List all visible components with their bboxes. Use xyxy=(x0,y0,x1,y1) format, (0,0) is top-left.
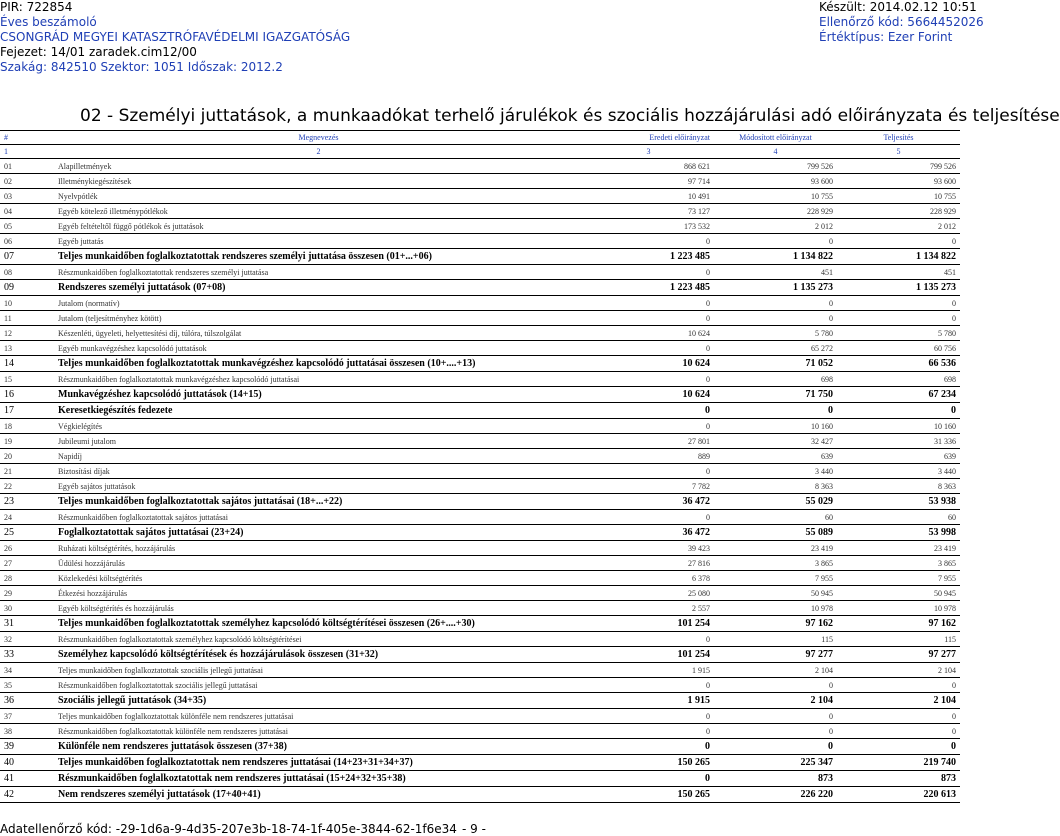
row-actual: 0 xyxy=(952,726,956,736)
col-index-4: 4 xyxy=(714,145,837,159)
row-name: Egyéb juttatás xyxy=(58,236,104,246)
table-row xyxy=(0,174,960,189)
table-row xyxy=(0,739,960,755)
row-modified: 0 xyxy=(828,405,833,416)
row-original: 36 472 xyxy=(682,496,710,507)
pir-label: PIR: 722854 xyxy=(0,0,73,14)
row-actual: 115 xyxy=(944,634,956,644)
row-original: 150 265 xyxy=(677,757,710,768)
row-original: 101 254 xyxy=(677,649,710,660)
row-original: 1 915 xyxy=(692,665,710,675)
row-original: 173 532 xyxy=(684,221,710,231)
table-row xyxy=(0,449,960,464)
row-number: 10 xyxy=(4,298,12,308)
table-row xyxy=(0,434,960,449)
row-actual: 0 xyxy=(951,741,956,752)
row-modified: 60 xyxy=(825,512,833,522)
row-actual: 0 xyxy=(952,313,956,323)
row-original: 73 127 xyxy=(688,206,710,216)
row-actual: 873 xyxy=(941,773,956,784)
row-name: Munkavégzéshez kapcsolódó juttatások (14+15) xyxy=(58,389,262,400)
table-row xyxy=(0,403,960,419)
row-actual: 698 xyxy=(944,374,956,384)
col-index-3: 3 xyxy=(583,145,714,159)
table-row xyxy=(0,678,960,693)
row-number: 16 xyxy=(4,389,14,400)
row-number: 30 xyxy=(4,603,12,613)
row-original: 27 801 xyxy=(688,436,710,446)
row-original: 1 223 485 xyxy=(670,251,710,262)
row-original: 0 xyxy=(706,421,710,431)
row-actual: 7 955 xyxy=(938,573,956,583)
row-name: Részmunkaidőben foglalkoztatottak nem rendszeres juttatásai (15+24+32+35+38) xyxy=(58,773,406,784)
row-actual: 1 135 273 xyxy=(916,282,956,293)
row-modified: 50 945 xyxy=(811,588,833,598)
row-number: 40 xyxy=(4,757,14,768)
row-original: 0 xyxy=(706,634,710,644)
row-name: Ruházati költségtérítés, hozzájárulás xyxy=(58,543,176,553)
col-header-number: # xyxy=(0,131,54,145)
row-original: 0 xyxy=(706,313,710,323)
row-number: 14 xyxy=(4,358,14,369)
row-actual: 93 600 xyxy=(934,176,956,186)
row-original: 150 265 xyxy=(677,789,710,800)
row-number: 05 xyxy=(4,221,12,231)
row-actual: 1 134 822 xyxy=(916,251,956,262)
row-number: 31 xyxy=(4,618,14,629)
row-name: Különféle nem rendszeres juttatások összesen (37+38) xyxy=(58,741,287,752)
row-modified: 0 xyxy=(829,711,833,721)
row-actual: 53 938 xyxy=(928,496,956,507)
row-actual: 5 780 xyxy=(938,328,956,338)
col-header-modified: Módosított előirányzat xyxy=(714,131,837,145)
row-original: 10 624 xyxy=(688,328,710,338)
table-row xyxy=(0,464,960,479)
table-row xyxy=(0,372,960,387)
row-original: 0 xyxy=(705,405,710,416)
row-original: 101 254 xyxy=(677,618,710,629)
row-original: 97 714 xyxy=(688,176,710,186)
row-modified: 225 347 xyxy=(800,757,833,768)
row-number: 20 xyxy=(4,451,12,461)
row-number: 15 xyxy=(4,374,12,384)
row-number: 07 xyxy=(4,251,14,262)
row-original: 0 xyxy=(706,466,710,476)
row-name: Foglalkoztatottak sajátos juttatásai (23+24) xyxy=(58,527,244,538)
row-modified: 799 526 xyxy=(807,161,833,171)
row-actual: 10 160 xyxy=(934,421,956,431)
row-name: Egyéb feltételtől függő pótlékok és juttatások xyxy=(58,221,204,231)
row-actual: 3 865 xyxy=(938,558,956,568)
row-number: 38 xyxy=(4,726,12,736)
row-modified: 0 xyxy=(828,741,833,752)
row-actual: 50 945 xyxy=(934,588,956,598)
table-row xyxy=(0,632,960,647)
chapter-label: Fejezet: 14/01 zaradek.cim12/00 xyxy=(0,45,197,59)
row-original: 889 xyxy=(698,451,710,461)
col-header-original: Eredeti előirányzat xyxy=(583,131,714,145)
table-row xyxy=(0,693,960,709)
row-original: 0 xyxy=(705,773,710,784)
table-row xyxy=(0,280,960,296)
table-row xyxy=(0,419,960,434)
organization-name: CSONGRÁD MEGYEI KATASZTRÓFAVÉDELMI IGAZGATÓSÁG xyxy=(0,30,351,44)
table-row xyxy=(0,601,960,616)
table-row xyxy=(0,647,960,663)
row-number: 37 xyxy=(4,711,12,721)
row-actual: 228 929 xyxy=(930,206,956,216)
row-actual: 97 277 xyxy=(928,649,956,660)
row-modified: 698 xyxy=(821,374,833,384)
row-modified: 873 xyxy=(818,773,833,784)
row-actual: 53 998 xyxy=(928,527,956,538)
row-modified: 23 419 xyxy=(811,543,833,553)
row-actual: 0 xyxy=(952,711,956,721)
row-name: Teljes munkaidőben foglalkoztatottak különféle nem rendszeres juttatásai xyxy=(58,711,294,721)
row-original: 25 080 xyxy=(688,588,710,598)
row-modified: 0 xyxy=(829,313,833,323)
row-actual: 451 xyxy=(944,267,956,277)
row-number: 18 xyxy=(4,421,12,431)
row-modified: 93 600 xyxy=(811,176,833,186)
table-row xyxy=(0,724,960,739)
row-modified: 0 xyxy=(829,236,833,246)
row-modified: 115 xyxy=(821,634,833,644)
row-number: 29 xyxy=(4,588,12,598)
row-number: 34 xyxy=(4,665,12,675)
row-modified: 2 104 xyxy=(815,665,833,675)
row-modified: 1 135 273 xyxy=(793,282,833,293)
row-original: 10 624 xyxy=(682,358,710,369)
row-actual: 0 xyxy=(952,236,956,246)
table-row xyxy=(0,494,960,510)
row-original: 0 xyxy=(706,726,710,736)
row-name: Teljes munkaidőben foglalkoztatottak nem rendszeres juttatásai (14+23+31+34+37) xyxy=(58,757,413,768)
table-row xyxy=(0,556,960,571)
row-actual: 219 740 xyxy=(923,757,956,768)
row-modified: 0 xyxy=(829,680,833,690)
row-name: Részmunkaidőben foglalkoztatottak munkavégzéshez kapcsolódó juttatásai xyxy=(58,374,300,384)
row-name: Napidíj xyxy=(58,451,82,461)
value-type-label: Értéktípus: Ezer Forint xyxy=(819,30,953,44)
row-actual: 2 104 xyxy=(938,665,956,675)
row-actual: 67 234 xyxy=(928,389,956,400)
row-modified: 10 755 xyxy=(811,191,833,201)
row-original: 868 621 xyxy=(684,161,710,171)
footer-code: Adatellenőrző kód: -29-1d6a-9-4d35-207e3b-18-74-1f-405e-3844-62-1f6e34 xyxy=(0,822,457,836)
row-number: 23 xyxy=(4,496,14,507)
row-original: 0 xyxy=(706,343,710,353)
row-name: Részmunkaidőben foglalkoztatottak különféle nem rendszeres juttatásai xyxy=(58,726,288,736)
table-row xyxy=(0,189,960,204)
row-name: Közlekedési költségtérítés xyxy=(58,573,143,583)
row-number: 04 xyxy=(4,206,12,216)
row-number: 17 xyxy=(4,405,14,416)
row-original: 1 223 485 xyxy=(670,282,710,293)
row-number: 42 xyxy=(4,789,14,800)
row-name: Üdülési hozzájárulás xyxy=(58,558,125,568)
row-number: 35 xyxy=(4,680,12,690)
table-row xyxy=(0,771,960,787)
table-row xyxy=(0,326,960,341)
row-number: 08 xyxy=(4,267,12,277)
row-name: Rendszeres személyi juttatások (07+08) xyxy=(58,282,226,293)
row-original: 1 915 xyxy=(687,695,710,706)
row-actual: 31 336 xyxy=(934,436,956,446)
row-original: 0 xyxy=(706,236,710,246)
row-name: Egyéb kötelező illetménypótlékok xyxy=(58,206,168,216)
row-name: Egyéb költségtérítés és hozzájárulás xyxy=(58,603,174,613)
table-row xyxy=(0,341,960,356)
row-name: Részmunkaidőben foglalkoztatottak sajátos juttatásai xyxy=(58,512,228,522)
row-name: Teljes munkaidőben foglalkoztatottak szociális jellegű juttatásai xyxy=(58,665,263,675)
row-original: 0 xyxy=(706,267,710,277)
row-original: 36 472 xyxy=(682,527,710,538)
row-name: Nem rendszeres személyi juttatások (17+40+41) xyxy=(58,789,261,800)
row-actual: 8 363 xyxy=(938,481,956,491)
row-modified: 65 272 xyxy=(811,343,833,353)
row-name: Egyéb munkavégzéshez kapcsolódó juttatások xyxy=(58,343,207,353)
table-row xyxy=(0,479,960,494)
col-index-5: 5 xyxy=(837,145,960,159)
checksum-label: Ellenőrző kód: 5664452026 xyxy=(819,15,984,29)
row-original: 0 xyxy=(706,512,710,522)
report-header-left xyxy=(0,0,350,75)
row-actual: 60 756 xyxy=(934,343,956,353)
row-modified: 639 xyxy=(821,451,833,461)
row-original: 2 557 xyxy=(692,603,710,613)
row-modified: 0 xyxy=(829,298,833,308)
row-number: 24 xyxy=(4,512,12,522)
row-name: Jutalom (normatív) xyxy=(58,298,120,308)
row-number: 03 xyxy=(4,191,12,201)
row-actual: 60 xyxy=(948,512,956,522)
row-modified: 55 029 xyxy=(805,496,833,507)
row-original: 0 xyxy=(706,680,710,690)
row-modified: 10 160 xyxy=(811,421,833,431)
row-number: 19 xyxy=(4,436,12,446)
col-header-actual: Teljesítés xyxy=(837,131,960,145)
col-index-2: 2 xyxy=(54,145,583,159)
row-name: Teljes munkaidőben foglalkoztatottak sajátos juttatásai (18+...+22) xyxy=(58,496,343,507)
row-number: 27 xyxy=(4,558,12,568)
row-number: 11 xyxy=(4,313,12,323)
table-row xyxy=(0,663,960,678)
row-name: Személyhez kapcsolódó költségtérítések és hozzájárulások összesen (31+32) xyxy=(58,649,379,660)
table-row xyxy=(0,787,960,803)
row-modified: 0 xyxy=(829,726,833,736)
row-modified: 71 052 xyxy=(805,358,833,369)
row-name: Részmunkaidőben foglalkoztatottak személyhez kapcsolódó költségtérítései xyxy=(58,634,302,644)
table-row xyxy=(0,249,960,265)
row-modified: 97 162 xyxy=(805,618,833,629)
report-type: Éves beszámoló xyxy=(0,15,97,29)
row-original: 6 378 xyxy=(692,573,710,583)
row-actual: 220 613 xyxy=(923,789,956,800)
row-number: 28 xyxy=(4,573,12,583)
row-modified: 32 427 xyxy=(811,436,833,446)
row-name: Étkezési hozzájárulás xyxy=(58,588,128,598)
row-name: Részmunkaidőben foglalkoztatottak szociális jellegű juttatásai xyxy=(58,680,258,690)
row-modified: 55 089 xyxy=(805,527,833,538)
table-row xyxy=(0,265,960,280)
table-row xyxy=(0,387,960,403)
row-name: Teljes munkaidőben foglalkoztatottak rendszeres személyi juttatása összesen (01+...+06) xyxy=(58,251,432,262)
row-name: Készenléti, ügyeleti, helyettesítési díj, túlóra, túlszolgálat xyxy=(58,328,242,338)
col-header-name: Megnevezés xyxy=(54,131,583,145)
row-modified: 3 440 xyxy=(815,466,833,476)
table-row xyxy=(0,204,960,219)
data-table xyxy=(0,130,960,803)
row-original: 10 624 xyxy=(682,389,710,400)
row-name: Keresetkiegészítés fedezete xyxy=(58,405,173,416)
row-number: 02 xyxy=(4,176,12,186)
row-name: Jubileumi jutalom xyxy=(58,436,116,446)
table-row xyxy=(0,159,960,174)
row-original: 0 xyxy=(706,298,710,308)
table-row xyxy=(0,234,960,249)
table-row xyxy=(0,311,960,326)
col-index-1: 1 xyxy=(0,145,54,159)
row-modified: 1 134 822 xyxy=(793,251,833,262)
row-number: 41 xyxy=(4,773,14,784)
row-actual: 2 104 xyxy=(933,695,956,706)
table-row xyxy=(0,219,960,234)
row-name: Jutalom (teljesítményhez kötött) xyxy=(58,313,162,323)
row-number: 06 xyxy=(4,236,12,246)
row-actual: 3 440 xyxy=(938,466,956,476)
row-modified: 10 978 xyxy=(811,603,833,613)
row-actual: 10 755 xyxy=(934,191,956,201)
row-original: 39 423 xyxy=(688,543,710,553)
row-actual: 97 162 xyxy=(928,618,956,629)
row-modified: 7 955 xyxy=(815,573,833,583)
row-actual: 10 978 xyxy=(934,603,956,613)
row-number: 32 xyxy=(4,634,12,644)
report-header-right xyxy=(819,0,984,45)
row-name: Teljes munkaidőben foglalkoztatottak személyhez kapcsolódó költségtérítései összesen (26+....+30) xyxy=(58,618,475,629)
table-row xyxy=(0,541,960,556)
row-actual: 0 xyxy=(952,680,956,690)
row-modified: 228 929 xyxy=(807,206,833,216)
row-actual: 2 012 xyxy=(938,221,956,231)
row-modified: 5 780 xyxy=(815,328,833,338)
row-modified: 2 104 xyxy=(810,695,833,706)
row-name: Végkielégítés xyxy=(58,421,102,431)
table-row xyxy=(0,296,960,311)
row-modified: 2 012 xyxy=(815,221,833,231)
row-name: Illetménykiegészítések xyxy=(58,176,132,186)
table-row xyxy=(0,510,960,525)
row-original: 10 491 xyxy=(688,191,710,201)
row-name: Részmunkaidőben foglalkoztatottak rendszeres személyi juttatása xyxy=(58,267,269,277)
row-number: 39 xyxy=(4,741,14,752)
row-modified: 451 xyxy=(821,267,833,277)
row-modified: 97 277 xyxy=(805,649,833,660)
row-name: Szociális jellegű juttatások (34+35) xyxy=(58,695,207,706)
row-original: 0 xyxy=(706,374,710,384)
row-number: 33 xyxy=(4,649,14,660)
row-original: 27 816 xyxy=(688,558,710,568)
row-modified: 3 865 xyxy=(815,558,833,568)
row-original: 0 xyxy=(705,741,710,752)
row-name: Alapilletmények xyxy=(58,161,112,171)
row-number: 25 xyxy=(4,527,14,538)
row-number: 13 xyxy=(4,343,12,353)
row-number: 01 xyxy=(4,161,12,171)
table-row xyxy=(0,586,960,601)
table-row xyxy=(0,616,960,632)
row-actual: 799 526 xyxy=(930,161,956,171)
table-row xyxy=(0,571,960,586)
row-number: 26 xyxy=(4,543,12,553)
row-actual: 0 xyxy=(952,298,956,308)
row-number: 09 xyxy=(4,282,14,293)
row-modified: 8 363 xyxy=(815,481,833,491)
table-row xyxy=(0,525,960,541)
row-actual: 66 536 xyxy=(928,358,956,369)
row-original: 7 782 xyxy=(692,481,710,491)
row-original: 0 xyxy=(706,711,710,721)
row-name: Teljes munkaidőben foglalkoztatottak munkavégzéshez kapcsolódó juttatásai összesen (10+....+13) xyxy=(58,358,476,369)
row-number: 21 xyxy=(4,466,12,476)
row-name: Biztosítási díjak xyxy=(58,466,110,476)
table-row xyxy=(0,755,960,771)
created-timestamp: Készült: 2014.02.12 10:51 xyxy=(819,0,977,14)
row-modified: 71 750 xyxy=(805,389,833,400)
row-name: Nyelvpótlék xyxy=(58,191,98,201)
row-modified: 226 220 xyxy=(800,789,833,800)
row-name: Egyéb sajátos juttatások xyxy=(58,481,136,491)
row-actual: 0 xyxy=(951,405,956,416)
table-row xyxy=(0,356,960,372)
row-number: 22 xyxy=(4,481,12,491)
sector-label: Szakág: 842510 Szektor: 1051 Időszak: 2012.2 xyxy=(0,60,283,74)
row-number: 36 xyxy=(4,695,14,706)
table-title: 02 - Személyi juttatások, a munkaadókat terhelő járulékok és szociális hozzájárulási adó előirányzata és teljesítése xyxy=(80,106,1060,126)
row-number: 12 xyxy=(4,328,12,338)
row-actual: 23 419 xyxy=(934,543,956,553)
page-number: - 9 - xyxy=(462,822,486,836)
row-actual: 639 xyxy=(944,451,956,461)
table-row xyxy=(0,709,960,724)
